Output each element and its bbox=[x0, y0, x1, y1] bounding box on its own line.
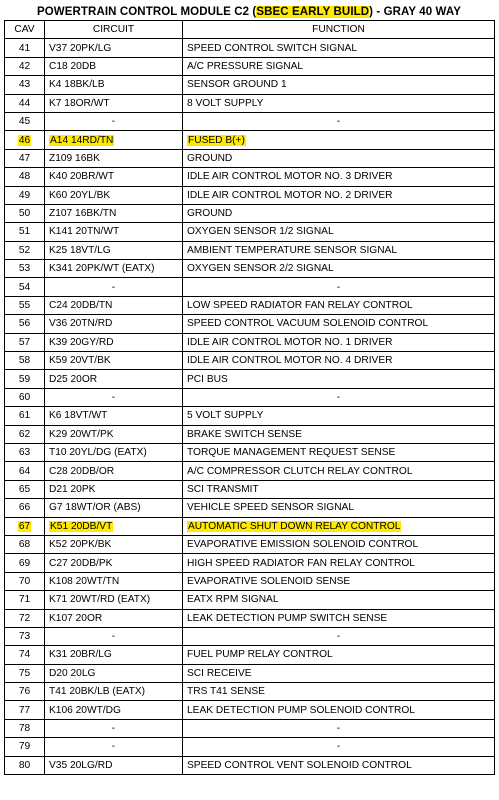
table-row bbox=[5, 683, 495, 701]
function-text: A/C PRESSURE SIGNAL bbox=[187, 60, 304, 72]
circuit-cell bbox=[45, 517, 183, 535]
pinout-table bbox=[4, 20, 495, 775]
function-cell bbox=[183, 278, 495, 296]
cav-cell bbox=[5, 572, 45, 590]
circuit-code: K6 18VT/WT bbox=[49, 410, 108, 422]
table-row bbox=[5, 352, 495, 370]
table-row bbox=[5, 462, 495, 480]
table-row bbox=[5, 664, 495, 682]
circuit-code: K39 20GY/RD bbox=[49, 336, 114, 348]
circuit-cell bbox=[45, 572, 183, 590]
function-cell bbox=[183, 39, 495, 57]
cav-number: 51 bbox=[18, 226, 31, 238]
function-cell bbox=[183, 223, 495, 241]
function-cell bbox=[183, 627, 495, 645]
circuit-cell bbox=[45, 241, 183, 259]
function-text: TORQUE MANAGEMENT REQUEST SENSE bbox=[187, 447, 396, 459]
function-text: HIGH SPEED RADIATOR FAN RELAY CONTROL bbox=[187, 557, 415, 569]
cav-number: 64 bbox=[18, 465, 31, 477]
table-header-row bbox=[5, 21, 495, 39]
table-row bbox=[5, 591, 495, 609]
cav-cell bbox=[5, 94, 45, 112]
cav-cell bbox=[5, 315, 45, 333]
cav-cell bbox=[5, 131, 45, 149]
cav-cell bbox=[5, 756, 45, 774]
cav-number: 59 bbox=[18, 373, 31, 385]
cav-number: 41 bbox=[18, 42, 31, 54]
table-row bbox=[5, 646, 495, 664]
function-text: IDLE AIR CONTROL MOTOR NO. 2 DRIVER bbox=[187, 189, 393, 201]
function-text: - bbox=[336, 116, 341, 128]
circuit-cell bbox=[45, 462, 183, 480]
function-cell bbox=[183, 609, 495, 627]
table-row bbox=[5, 186, 495, 204]
function-text: LOW SPEED RADIATOR FAN RELAY CONTROL bbox=[187, 300, 413, 312]
function-text: - bbox=[336, 392, 341, 403]
cav-number: 46 bbox=[18, 134, 31, 146]
title-highlight: SBEC EARLY BUILD bbox=[256, 6, 370, 18]
table-row bbox=[5, 168, 495, 186]
circuit-cell bbox=[45, 554, 183, 572]
function-cell bbox=[183, 112, 495, 130]
title-suffix: ) - GRAY 40 WAY bbox=[369, 6, 461, 18]
circuit-cell bbox=[45, 701, 183, 719]
function-text: OXYGEN SENSOR 2/2 SIGNAL bbox=[187, 263, 334, 275]
circuit-cell bbox=[45, 260, 183, 278]
table-row bbox=[5, 407, 495, 425]
circuit-cell bbox=[45, 683, 183, 701]
circuit-cell bbox=[45, 480, 183, 498]
table-row bbox=[5, 278, 495, 296]
cav-number: 79 bbox=[18, 741, 31, 753]
circuit-code: A14 14RD/TN bbox=[50, 134, 114, 146]
circuit-cell bbox=[45, 57, 183, 75]
function-cell bbox=[183, 646, 495, 664]
cav-number: 48 bbox=[18, 171, 31, 183]
function-text: SENSOR GROUND 1 bbox=[187, 79, 287, 91]
cav-cell bbox=[5, 499, 45, 517]
circuit-code: K59 20VT/BK bbox=[49, 355, 111, 367]
circuit-code: K40 20BR/WT bbox=[49, 171, 115, 183]
function-text: AUTOMATIC SHUT DOWN RELAY CONTROL bbox=[188, 520, 401, 532]
cav-cell bbox=[5, 278, 45, 296]
table-row bbox=[5, 76, 495, 94]
circuit-cell bbox=[45, 756, 183, 774]
cav-cell bbox=[5, 462, 45, 480]
cav-number: 43 bbox=[18, 79, 31, 91]
cav-cell bbox=[5, 39, 45, 57]
table-row bbox=[5, 223, 495, 241]
function-text: PCI BUS bbox=[187, 373, 228, 385]
circuit-cell bbox=[45, 333, 183, 351]
circuit-cell bbox=[45, 223, 183, 241]
circuit-cell bbox=[45, 627, 183, 645]
cav-cell bbox=[5, 370, 45, 388]
table-row bbox=[5, 756, 495, 774]
function-text: GROUND bbox=[187, 152, 233, 164]
circuit-cell bbox=[45, 407, 183, 425]
circuit-code: Z109 16BK bbox=[49, 152, 100, 164]
function-cell bbox=[183, 352, 495, 370]
table-row bbox=[5, 425, 495, 443]
circuit-code: K341 20PK/WT (EATX) bbox=[49, 263, 155, 275]
cav-cell bbox=[5, 333, 45, 351]
function-text: LEAK DETECTION PUMP SWITCH SENSE bbox=[187, 612, 388, 624]
function-text: - bbox=[336, 631, 341, 643]
function-cell bbox=[183, 701, 495, 719]
cav-cell bbox=[5, 646, 45, 664]
function-text: TRS T41 SENSE bbox=[187, 686, 265, 698]
table-row bbox=[5, 57, 495, 75]
table-row bbox=[5, 131, 495, 149]
function-text: SCI TRANSMIT bbox=[187, 483, 259, 495]
circuit-code: Z107 16BK/TN bbox=[49, 208, 117, 220]
circuit-code: D25 20OR bbox=[49, 373, 98, 385]
circuit-cell bbox=[45, 664, 183, 682]
table-row bbox=[5, 296, 495, 314]
cav-cell bbox=[5, 609, 45, 627]
cav-number: 80 bbox=[18, 759, 31, 771]
document-page bbox=[4, 4, 494, 775]
cav-number: 52 bbox=[18, 244, 31, 256]
function-cell bbox=[183, 296, 495, 314]
function-text: SPEED CONTROL VACUUM SOLENOID CONTROL bbox=[187, 318, 429, 330]
circuit-cell bbox=[45, 443, 183, 461]
table-row bbox=[5, 627, 495, 645]
cav-number: 44 bbox=[18, 97, 31, 109]
circuit-cell bbox=[45, 315, 183, 333]
circuit-code: K51 20DB/VT bbox=[50, 520, 113, 532]
circuit-cell bbox=[45, 352, 183, 370]
circuit-cell bbox=[45, 278, 183, 296]
function-text: 8 VOLT SUPPLY bbox=[187, 97, 264, 109]
function-text: IDLE AIR CONTROL MOTOR NO. 1 DRIVER bbox=[187, 336, 393, 348]
circuit-code: K107 20OR bbox=[49, 612, 103, 624]
cav-cell bbox=[5, 627, 45, 645]
circuit-cell bbox=[45, 39, 183, 57]
cav-number: 57 bbox=[18, 336, 31, 348]
function-text: - bbox=[336, 723, 341, 735]
header-function: FUNCTION bbox=[183, 21, 495, 39]
cav-cell bbox=[5, 186, 45, 204]
table-row bbox=[5, 370, 495, 388]
function-cell bbox=[183, 683, 495, 701]
cav-cell bbox=[5, 241, 45, 259]
function-cell bbox=[183, 462, 495, 480]
cav-number: 65 bbox=[18, 483, 31, 495]
cav-number: 75 bbox=[18, 667, 31, 679]
function-text: 5 VOLT SUPPLY bbox=[187, 410, 264, 422]
circuit-cell bbox=[45, 168, 183, 186]
function-cell bbox=[183, 370, 495, 388]
cav-number: 71 bbox=[18, 594, 31, 606]
function-text: BRAKE SWITCH SENSE bbox=[187, 428, 302, 440]
circuit-cell bbox=[45, 591, 183, 609]
cav-number: 63 bbox=[18, 447, 31, 459]
function-cell bbox=[183, 407, 495, 425]
circuit-cell bbox=[45, 738, 183, 756]
circuit-cell bbox=[45, 499, 183, 517]
circuit-code: D20 20LG bbox=[49, 667, 96, 679]
title-prefix: POWERTRAIN CONTROL MODULE C2 ( bbox=[36, 6, 257, 18]
header-circuit: CIRCUIT bbox=[45, 21, 183, 39]
cav-number: 56 bbox=[18, 318, 31, 330]
cav-number: 69 bbox=[18, 557, 31, 569]
circuit-code: C18 20DB bbox=[49, 60, 97, 72]
cav-cell bbox=[5, 517, 45, 535]
function-cell bbox=[183, 94, 495, 112]
circuit-cell bbox=[45, 646, 183, 664]
circuit-cell bbox=[45, 112, 183, 130]
circuit-cell bbox=[45, 149, 183, 167]
cav-cell bbox=[5, 443, 45, 461]
function-text: EVAPORATIVE EMISSION SOLENOID CONTROL bbox=[187, 539, 419, 551]
circuit-code: V36 20TN/RD bbox=[49, 318, 113, 330]
circuit-code: K141 20TN/WT bbox=[49, 226, 120, 238]
circuit-cell bbox=[45, 370, 183, 388]
table-row bbox=[5, 480, 495, 498]
function-text: IDLE AIR CONTROL MOTOR NO. 4 DRIVER bbox=[187, 355, 393, 367]
cav-number: 60 bbox=[18, 392, 31, 403]
function-cell bbox=[183, 443, 495, 461]
function-cell bbox=[183, 425, 495, 443]
cav-number: 66 bbox=[18, 502, 31, 514]
cav-number: 62 bbox=[18, 428, 31, 440]
function-text: - bbox=[336, 741, 341, 753]
cav-number: 53 bbox=[18, 263, 31, 275]
circuit-code: V35 20LG/RD bbox=[49, 759, 113, 771]
cav-number: 49 bbox=[18, 189, 31, 201]
function-text: FUSED B(+) bbox=[188, 134, 245, 146]
circuit-code: C24 20DB/TN bbox=[49, 300, 113, 312]
function-cell bbox=[183, 480, 495, 498]
cav-number: 42 bbox=[18, 60, 31, 72]
circuit-code: K52 20PK/BK bbox=[49, 539, 112, 551]
table-row bbox=[5, 609, 495, 627]
circuit-cell bbox=[45, 425, 183, 443]
function-cell bbox=[183, 664, 495, 682]
table-row bbox=[5, 701, 495, 719]
circuit-code: K7 18OR/WT bbox=[49, 97, 110, 109]
function-text: AMBIENT TEMPERATURE SENSOR SIGNAL bbox=[187, 244, 398, 256]
cav-cell bbox=[5, 168, 45, 186]
table-row bbox=[5, 572, 495, 590]
function-cell bbox=[183, 756, 495, 774]
table-row bbox=[5, 260, 495, 278]
cav-number: 67 bbox=[18, 520, 31, 532]
circuit-code: - bbox=[111, 741, 116, 753]
function-cell bbox=[183, 572, 495, 590]
cav-cell bbox=[5, 57, 45, 75]
function-cell bbox=[183, 517, 495, 535]
circuit-cell bbox=[45, 131, 183, 149]
cav-number: 58 bbox=[18, 355, 31, 367]
circuit-cell bbox=[45, 609, 183, 627]
table-row bbox=[5, 315, 495, 333]
cav-cell bbox=[5, 407, 45, 425]
table-row bbox=[5, 333, 495, 351]
page-title bbox=[4, 4, 494, 20]
function-text: SPEED CONTROL SWITCH SIGNAL bbox=[187, 42, 358, 54]
circuit-code: K4 18BK/LB bbox=[49, 79, 105, 91]
cav-number: 77 bbox=[18, 704, 31, 716]
circuit-code: V37 20PK/LG bbox=[49, 42, 112, 54]
table-row bbox=[5, 535, 495, 553]
function-text: IDLE AIR CONTROL MOTOR NO. 3 DRIVER bbox=[187, 171, 393, 183]
circuit-code: K106 20WT/DG bbox=[49, 704, 121, 716]
cav-number: 54 bbox=[18, 281, 31, 293]
table-row bbox=[5, 241, 495, 259]
function-cell bbox=[183, 241, 495, 259]
function-text: FUEL PUMP RELAY CONTROL bbox=[187, 649, 333, 661]
cav-number: 50 bbox=[18, 208, 31, 220]
cav-cell bbox=[5, 738, 45, 756]
table-row bbox=[5, 554, 495, 572]
table-row bbox=[5, 719, 495, 737]
function-cell bbox=[183, 204, 495, 222]
circuit-code: - bbox=[111, 116, 116, 128]
function-cell bbox=[183, 591, 495, 609]
circuit-code: G7 18WT/OR (ABS) bbox=[49, 502, 141, 514]
cav-number: 68 bbox=[18, 539, 31, 551]
circuit-cell bbox=[45, 719, 183, 737]
function-cell bbox=[183, 76, 495, 94]
table-row bbox=[5, 39, 495, 57]
cav-cell bbox=[5, 480, 45, 498]
function-text: VEHICLE SPEED SENSOR SIGNAL bbox=[187, 502, 355, 514]
function-cell bbox=[183, 186, 495, 204]
cav-cell bbox=[5, 388, 45, 406]
function-text: A/C COMPRESSOR CLUTCH RELAY CONTROL bbox=[187, 465, 413, 477]
table-row bbox=[5, 499, 495, 517]
function-text: EVAPORATIVE SOLENOID SENSE bbox=[187, 575, 351, 587]
circuit-cell bbox=[45, 388, 183, 406]
cav-number: 45 bbox=[18, 116, 31, 128]
function-cell bbox=[183, 57, 495, 75]
function-cell bbox=[183, 719, 495, 737]
function-cell bbox=[183, 554, 495, 572]
function-text: EATX RPM SIGNAL bbox=[187, 594, 279, 606]
table-body bbox=[5, 39, 495, 775]
function-text: SCI RECEIVE bbox=[187, 667, 252, 679]
circuit-code: K60 20YL/BK bbox=[49, 189, 111, 201]
circuit-code: - bbox=[111, 631, 116, 643]
function-text: - bbox=[336, 281, 341, 293]
cav-cell bbox=[5, 223, 45, 241]
table-row bbox=[5, 112, 495, 130]
cav-number: 76 bbox=[18, 686, 31, 698]
cav-number: 78 bbox=[18, 723, 31, 735]
cav-number: 70 bbox=[18, 575, 31, 587]
circuit-cell bbox=[45, 76, 183, 94]
cav-number: 47 bbox=[18, 152, 31, 164]
function-cell bbox=[183, 260, 495, 278]
circuit-code: K25 18VT/LG bbox=[49, 244, 111, 256]
cav-cell bbox=[5, 591, 45, 609]
function-cell bbox=[183, 388, 495, 406]
cav-cell bbox=[5, 425, 45, 443]
circuit-code: - bbox=[111, 392, 116, 403]
circuit-cell bbox=[45, 296, 183, 314]
cav-cell bbox=[5, 701, 45, 719]
function-text: OXYGEN SENSOR 1/2 SIGNAL bbox=[187, 226, 334, 238]
circuit-code: C27 20DB/PK bbox=[49, 557, 113, 569]
circuit-code: K31 20BR/LG bbox=[49, 649, 112, 661]
circuit-code: K108 20WT/TN bbox=[49, 575, 120, 587]
cav-cell bbox=[5, 260, 45, 278]
circuit-cell bbox=[45, 535, 183, 553]
cav-cell bbox=[5, 664, 45, 682]
circuit-code: - bbox=[111, 723, 116, 735]
circuit-code: D21 20PK bbox=[49, 483, 96, 495]
cav-cell bbox=[5, 683, 45, 701]
function-cell bbox=[183, 315, 495, 333]
table-row bbox=[5, 388, 495, 406]
cav-number: 73 bbox=[18, 631, 31, 643]
circuit-cell bbox=[45, 204, 183, 222]
cav-number: 61 bbox=[18, 410, 31, 422]
function-text: SPEED CONTROL VENT SOLENOID CONTROL bbox=[187, 759, 412, 771]
table-row bbox=[5, 443, 495, 461]
table-row bbox=[5, 738, 495, 756]
function-cell bbox=[183, 168, 495, 186]
function-cell bbox=[183, 499, 495, 517]
cav-cell bbox=[5, 296, 45, 314]
cav-cell bbox=[5, 76, 45, 94]
table-row bbox=[5, 204, 495, 222]
cav-cell bbox=[5, 149, 45, 167]
circuit-code: T10 20YL/DG (EATX) bbox=[49, 447, 147, 459]
table-row bbox=[5, 517, 495, 535]
function-cell bbox=[183, 131, 495, 149]
circuit-code: C28 20DB/OR bbox=[49, 465, 115, 477]
cav-cell bbox=[5, 204, 45, 222]
circuit-code: K29 20WT/PK bbox=[49, 428, 114, 440]
cav-cell bbox=[5, 112, 45, 130]
cav-cell bbox=[5, 554, 45, 572]
table-row bbox=[5, 94, 495, 112]
cav-cell bbox=[5, 535, 45, 553]
header-cav: CAV bbox=[5, 21, 45, 39]
circuit-code: - bbox=[111, 281, 116, 293]
table-row bbox=[5, 149, 495, 167]
circuit-code: T41 20BK/LB (EATX) bbox=[49, 686, 146, 698]
cav-number: 55 bbox=[18, 300, 31, 312]
function-cell bbox=[183, 149, 495, 167]
circuit-cell bbox=[45, 186, 183, 204]
function-text: GROUND bbox=[187, 208, 233, 220]
function-cell bbox=[183, 535, 495, 553]
cav-cell bbox=[5, 719, 45, 737]
cav-cell bbox=[5, 352, 45, 370]
function-cell bbox=[183, 738, 495, 756]
circuit-code: K71 20WT/RD (EATX) bbox=[49, 594, 151, 606]
function-text: LEAK DETECTION PUMP SOLENOID CONTROL bbox=[187, 704, 415, 716]
function-cell bbox=[183, 333, 495, 351]
cav-number: 74 bbox=[18, 649, 31, 661]
circuit-cell bbox=[45, 94, 183, 112]
cav-number: 72 bbox=[18, 612, 31, 624]
